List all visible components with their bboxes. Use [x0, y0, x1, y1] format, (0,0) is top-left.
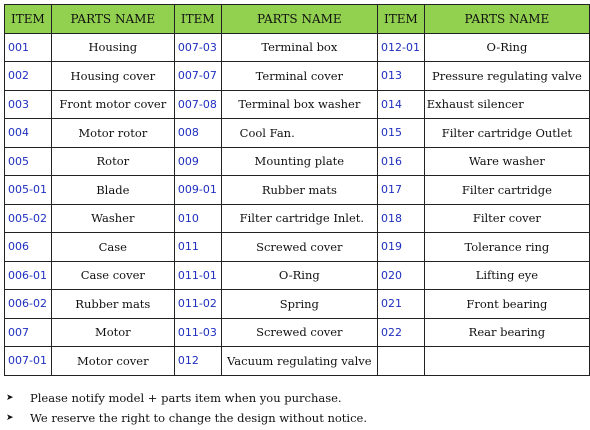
item-code-cell: 002 — [5, 62, 52, 91]
part-name-cell: Filter cartridge Inlet. — [221, 204, 377, 233]
part-name-cell: Terminal box washer — [221, 90, 377, 119]
header-parts-name-1: PARTS NAME — [51, 5, 174, 34]
table-row — [5, 62, 590, 91]
table-row — [5, 119, 590, 148]
table-row — [5, 347, 590, 376]
item-code-cell: 011-01 — [174, 261, 221, 290]
header-item-3: ITEM — [378, 5, 425, 34]
table-row — [5, 176, 590, 205]
item-code-cell: 005-02 — [5, 204, 52, 233]
item-code-cell: 021 — [378, 290, 425, 319]
part-name-cell: Motor cover — [51, 347, 174, 376]
item-code-cell: 007-08 — [174, 90, 221, 119]
part-name-cell: Tolerance ring — [424, 233, 589, 262]
header-parts-name-2: PARTS NAME — [221, 5, 377, 34]
part-name-cell: Filter cover — [424, 204, 589, 233]
item-code-cell: 005-01 — [5, 176, 52, 205]
part-name-cell: Screwed cover — [221, 233, 377, 262]
part-name-cell: O-Ring — [424, 33, 589, 62]
part-name-cell: Rotor — [51, 147, 174, 176]
part-name-cell: Front bearing — [424, 290, 589, 319]
part-name-cell: Housing cover — [51, 62, 174, 91]
part-name-cell: Filter cartridge Outlet — [424, 119, 589, 148]
table-header-row — [5, 5, 590, 34]
part-name-cell: Rear bearing — [424, 318, 589, 347]
part-name-cell: Rubber mats — [51, 290, 174, 319]
item-code-cell: 013 — [378, 62, 425, 91]
part-name-cell: Mounting plate — [221, 147, 377, 176]
part-name-cell: Filter cartridge — [424, 176, 589, 205]
part-name-cell: Motor rotor — [51, 119, 174, 148]
arrow-bullet-icon: ➤ — [6, 413, 14, 423]
table-row — [5, 204, 590, 233]
item-code-cell: 006 — [5, 233, 52, 262]
part-name-cell: Spring — [221, 290, 377, 319]
note-item — [6, 388, 367, 408]
item-code-cell: 005 — [5, 147, 52, 176]
part-name-cell: Exhaust silencer — [424, 90, 589, 119]
item-code-cell: 008 — [174, 119, 221, 148]
item-code-cell: 017 — [378, 176, 425, 205]
part-name-cell: Vacuum regulating valve — [221, 347, 377, 376]
item-code-cell: 020 — [378, 261, 425, 290]
part-name-cell: Terminal cover — [221, 62, 377, 91]
table-row — [5, 33, 590, 62]
part-name-cell — [424, 347, 589, 376]
item-code-cell: 009 — [174, 147, 221, 176]
table-row — [5, 318, 590, 347]
item-code-cell: 007-01 — [5, 347, 52, 376]
table-row — [5, 147, 590, 176]
part-name-cell: Blade — [51, 176, 174, 205]
notes — [6, 388, 367, 428]
note-text: We reserve the right to change the design without notice. — [30, 411, 367, 425]
part-name-cell: Terminal box — [221, 33, 377, 62]
part-name-cell: Ware washer — [424, 147, 589, 176]
part-name-cell: Motor — [51, 318, 174, 347]
part-name-cell: Rubber mats — [221, 176, 377, 205]
item-code-cell — [378, 347, 425, 376]
table-row — [5, 290, 590, 319]
table-row — [5, 233, 590, 262]
item-code-cell: 012 — [174, 347, 221, 376]
item-code-cell: 011-03 — [174, 318, 221, 347]
header-item-2: ITEM — [174, 5, 221, 34]
item-code-cell: 009-01 — [174, 176, 221, 205]
arrow-bullet-icon: ➤ — [6, 393, 14, 403]
part-name-cell: Lifting eye — [424, 261, 589, 290]
part-name-cell: O-Ring — [221, 261, 377, 290]
header-parts-name-3: PARTS NAME — [424, 5, 589, 34]
item-code-cell: 012-01 — [378, 33, 425, 62]
item-code-cell: 016 — [378, 147, 425, 176]
item-code-cell: 011-02 — [174, 290, 221, 319]
note-text: Please notify model + parts item when you purchase. — [30, 391, 342, 405]
part-name-cell: Washer — [51, 204, 174, 233]
header-item-1: ITEM — [5, 5, 52, 34]
part-name-cell: Pressure regulating valve — [424, 62, 589, 91]
part-name-cell: Cool Fan. — [221, 119, 377, 148]
part-name-cell: Case — [51, 233, 174, 262]
item-code-cell: 010 — [174, 204, 221, 233]
note-item — [6, 408, 367, 428]
item-code-cell: 015 — [378, 119, 425, 148]
item-code-cell: 011 — [174, 233, 221, 262]
item-code-cell: 001 — [5, 33, 52, 62]
item-code-cell: 006-02 — [5, 290, 52, 319]
part-name-cell: Screwed cover — [221, 318, 377, 347]
parts-table — [4, 4, 590, 376]
item-code-cell: 022 — [378, 318, 425, 347]
part-name-cell: Housing — [51, 33, 174, 62]
item-code-cell: 018 — [378, 204, 425, 233]
part-name-cell: Case cover — [51, 261, 174, 290]
part-name-cell: Front motor cover — [51, 90, 174, 119]
item-code-cell: 007-07 — [174, 62, 221, 91]
item-code-cell: 004 — [5, 119, 52, 148]
item-code-cell: 006-01 — [5, 261, 52, 290]
item-code-cell: 014 — [378, 90, 425, 119]
item-code-cell: 003 — [5, 90, 52, 119]
item-code-cell: 019 — [378, 233, 425, 262]
table-row — [5, 90, 590, 119]
item-code-cell: 007-03 — [174, 33, 221, 62]
item-code-cell: 007 — [5, 318, 52, 347]
table-row — [5, 261, 590, 290]
